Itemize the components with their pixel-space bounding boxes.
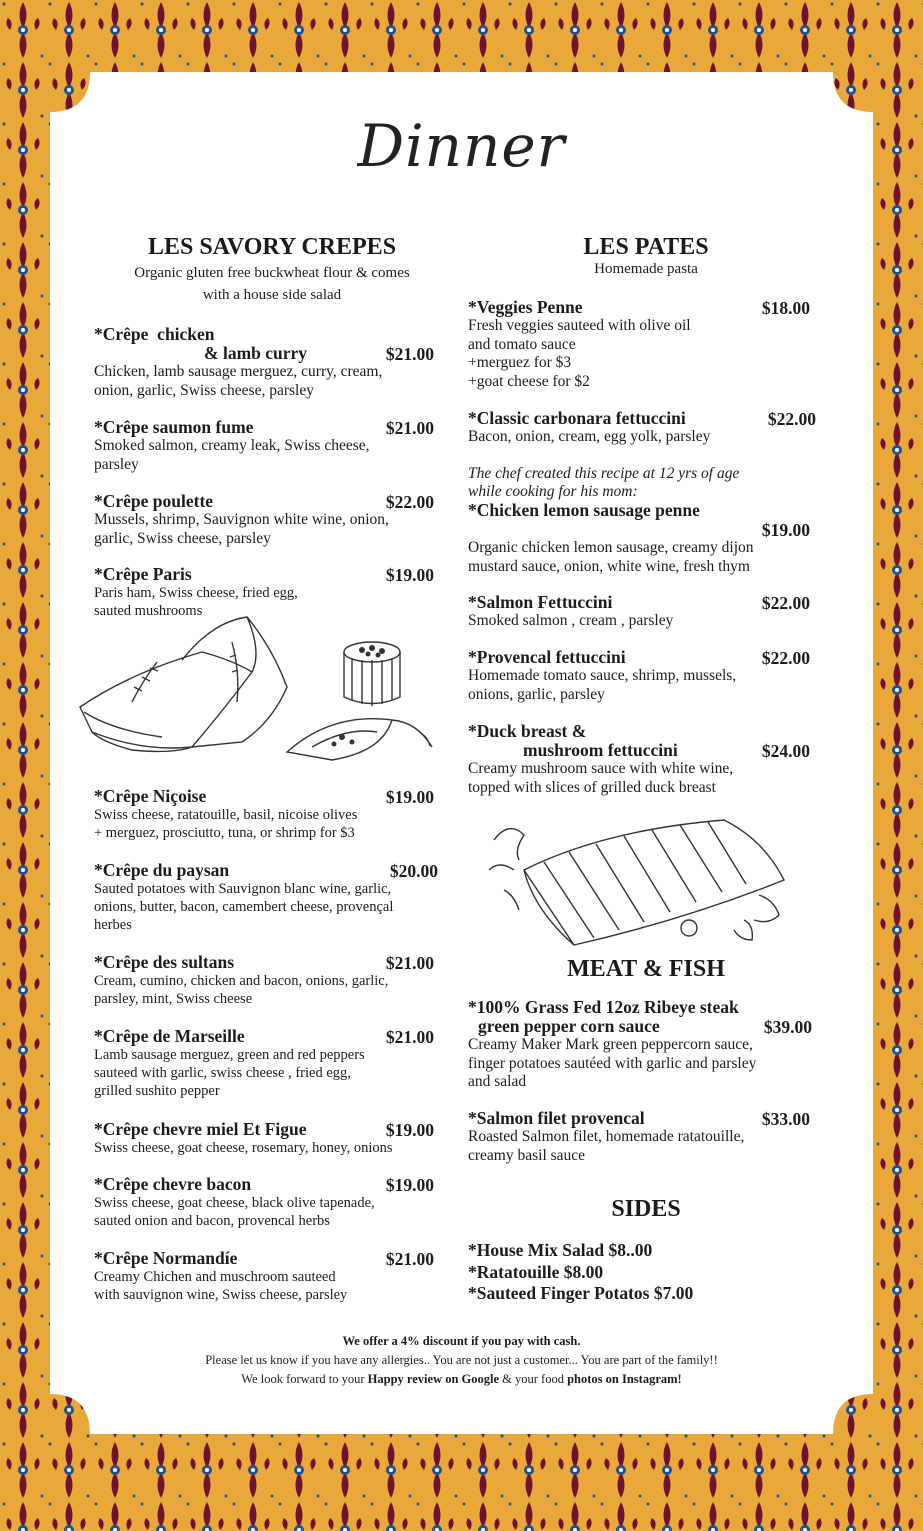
- menu-item: *Salmon filet provencal $33.00 Roasted Salmon filet, homemade ratatouille, creamy basil sauce: [468, 1108, 810, 1164]
- crepe-illustration: [72, 612, 442, 772]
- menu-item: *Salmon Fettuccini $22.00 Smoked salmon , cream , parsley: [468, 592, 810, 629]
- footer-review: We look forward to your Happy review on Google & your food photos on Instagram!: [241, 1372, 682, 1386]
- sides-heading: SIDES: [611, 1196, 681, 1222]
- menu-item: *Crêpe de Marseille $21.00 Lamb sausage merguez, green and red peppers sauteed with garlic, swiss cheese , fried egg, grilled sushito pepper: [94, 1026, 434, 1099]
- menu-item: *100% Grass Fed 12oz Ribeye steak green pepper corn sauce $39.00 Creamy Maker Mark green peppercorn sauce, finger potatoes sautéed with garlic and parsley and salad: [468, 997, 812, 1090]
- menu-item: *Crêpe chevre bacon $19.00 Swiss cheese, goat cheese, black olive tapenade, sauted onion and bacon, provencal herbs: [94, 1174, 434, 1229]
- savory-subtitle-2: with a house side salad: [202, 287, 342, 303]
- menu-item: *Crêpe Paris $19.00 Paris ham, Swiss cheese, fried egg, sauted mushrooms: [94, 564, 434, 619]
- menu-item: The chef created this recipe at 12 yrs of age while cooking for his mom: *Chicken lemon sausage penne $19.00 Organic chicken lemon sausage, creamy dijon mustard sauce, onion, white wine, fresh thym: [468, 465, 810, 575]
- side-item: *House Mix Salad $8..00: [468, 1240, 653, 1260]
- menu-item: *Crêpe chevre miel Et Figue $19.00 Swiss cheese, goat cheese, rosemary, honey, onions: [94, 1119, 434, 1156]
- savory-heading: LES SAVORY CREPES: [147, 234, 397, 260]
- menu-item: *Classic carbonara fettuccini $22.00 Bacon, onion, cream, egg yolk, parsley: [468, 408, 816, 445]
- pates-subtitle: Homemade pasta: [594, 261, 698, 277]
- savory-subtitle-1: Organic gluten free buckwheat flour & comes: [134, 265, 410, 281]
- side-item: *Sauteed Finger Potatos $7.00: [468, 1283, 694, 1303]
- meat-heading: MEAT & FISH: [567, 956, 725, 982]
- menu-item: *Duck breast & mushroom fettuccini $24.00 Creamy mushroom sauce with white wine, topped with slices of grilled duck breast: [468, 721, 810, 796]
- menu-item: *Crêpe saumon fume $21.00 Smoked salmon, creamy leak, Swiss cheese, parsley: [94, 417, 434, 473]
- footer-allergies: Please let us know if you have any allergies.. You are not just a customer... You are part of the family!!: [205, 1353, 718, 1367]
- menu-item: *Crêpe poulette $22.00 Mussels, shrimp, Sauvignon white wine, onion, garlic, Swiss cheese, parsley: [94, 491, 434, 547]
- menu-item: *Crêpe des sultans $21.00 Cream, cumino, chicken and bacon, onions, garlic, parsley, mint, Swiss cheese: [94, 952, 434, 1007]
- footer-cash-discount: We offer a 4% discount if you pay with cash.: [342, 1334, 581, 1348]
- menu-item: *Provencal fettuccini $22.00 Homemade tomato sauce, shrimp, mussels, onions, garlic, parsley: [468, 647, 810, 703]
- sides-list: [468, 1240, 693, 1305]
- menu-item: *Crêpe chicken & lamb curry $21.00 Chicken, lamb sausage merguez, curry, cream, onion, garlic, Swiss cheese, parsley: [94, 324, 434, 399]
- page-title: Dinner: [357, 112, 566, 180]
- menu-item: *Veggies Penne $18.00 Fresh veggies sauteed with olive oil and tomato sauce +merguez for $3 +goat cheese for $2: [468, 297, 810, 390]
- menu-item: *Crêpe du paysan $20.00 Sauted potatoes with Sauvignon blanc wine, garlic, onions, butter, bacon, camembert cheese, provençal herbes: [94, 860, 438, 933]
- menu-item: *Crêpe Normandíe $21.00 Creamy Chichen and muschroom sauteed with sauvignon wine, Swiss cheese, parsley: [94, 1248, 434, 1303]
- meat-illustration: [484, 800, 794, 950]
- pates-heading: LES PATES: [583, 234, 709, 260]
- side-item: *Ratatouille $8.00: [468, 1261, 604, 1282]
- menu-item: *Crêpe Niçoise $19.00 Swiss cheese, ratatouille, basil, nicoise olives + merguez, prosciutto, tuna, or shrimp for $3: [94, 786, 434, 841]
